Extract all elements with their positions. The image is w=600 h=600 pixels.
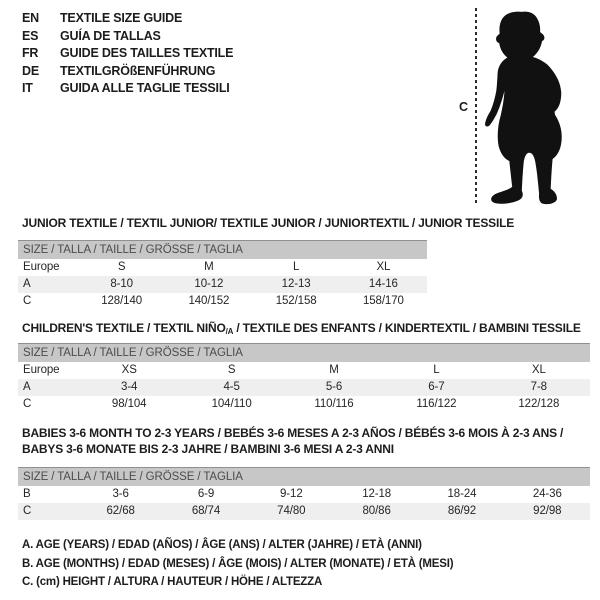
guide-title: TEXTILE SIZE GUIDE	[60, 11, 183, 25]
table-row	[18, 503, 590, 520]
height-cell: 74/80	[277, 505, 306, 517]
height-cell: 98/104	[111, 398, 147, 410]
guide-title: TEXTILGRÖßENFÜHRUNG	[60, 63, 216, 78]
babies-title-line2: BABYS 3-6 MONATE BIS 2-3 JAHRE / BAMBINI 3-6 MESI A 2-3 ANNI	[22, 442, 394, 456]
height-cell: 62/68	[106, 505, 135, 517]
babies-title-line1: BABIES 3-6 MONTH TO 2-3 YEARS / BEBÉS 3-6 MESES A 2-3 AÑOS / BÉBÉS 3-6 MOIS À 2-3 ANS /	[22, 426, 564, 440]
height-cell: 122/128	[518, 398, 560, 410]
language-row	[22, 45, 233, 63]
age-cell: 3-6	[112, 488, 129, 500]
age-cell: 4-5	[223, 381, 240, 393]
language-row	[22, 63, 233, 81]
age-cell: 10-12	[194, 278, 224, 290]
language-code: DE	[22, 63, 39, 78]
height-cell: 68/74	[191, 505, 221, 517]
row-label: A	[23, 278, 31, 290]
table-row	[18, 379, 590, 396]
measurement-legend	[22, 536, 453, 592]
table-row	[18, 276, 427, 293]
babies-table-title	[22, 425, 563, 457]
height-measure-dashed-line	[475, 8, 477, 206]
children-table-title	[22, 320, 581, 340]
junior-size-table	[18, 240, 427, 310]
size-cell: XL	[531, 364, 546, 376]
row-label: B	[23, 488, 31, 500]
baby-silhouette-icon	[482, 8, 577, 210]
age-cell: 8-10	[110, 278, 133, 290]
age-cell: 6-7	[428, 381, 445, 393]
language-row	[22, 10, 233, 28]
size-cell: S	[117, 261, 126, 273]
junior-table-title: JUNIOR TEXTILE / TEXTIL JUNIOR/ TEXTILE JUNIOR / JUNIORTEXTIL / JUNIOR TESSILE	[22, 216, 515, 230]
row-label: C	[23, 398, 32, 410]
height-cell: 86/92	[447, 505, 477, 517]
age-cell: 5-6	[325, 381, 343, 393]
row-label: Europe	[23, 364, 60, 376]
height-cell: 152/158	[275, 295, 317, 307]
row-label: C	[23, 295, 32, 307]
guide-title: GUÍA DE TALLAS	[60, 28, 161, 43]
children-title-post: / TEXTILE DES ENFANTS / KINDERTEXTIL / BAMBINI TESSILE	[233, 321, 581, 335]
row-label: Europe	[23, 261, 60, 273]
height-cell: 128/140	[101, 295, 143, 307]
size-cell: M	[329, 364, 339, 376]
height-cell: 140/152	[188, 295, 230, 307]
height-cell: 92/98	[533, 505, 562, 517]
age-cell: 12-18	[362, 488, 392, 500]
children-title-subscript: /A	[225, 327, 234, 336]
row-label: A	[23, 381, 31, 393]
language-code: IT	[22, 81, 33, 95]
age-cell: 18-24	[447, 488, 477, 500]
table-row	[18, 362, 590, 379]
size-cell: S	[227, 364, 236, 376]
guide-title: GUIDA ALLE TAGLIE TESSILI	[60, 81, 230, 95]
height-cell: 116/122	[416, 398, 457, 410]
language-code: EN	[22, 11, 39, 25]
age-cell: 9-12	[280, 488, 303, 500]
age-cell: 14-16	[368, 278, 398, 290]
table-row	[18, 259, 427, 276]
height-measure-label: C	[459, 100, 469, 114]
height-cell: 80/86	[362, 505, 391, 517]
size-header-band: SIZE / TALLA / TAILLE / GRÖSSE / TAGLIA	[18, 343, 590, 362]
language-title-list	[22, 10, 233, 98]
legend-age-months: B. AGE (MONTHS) / EDAD (MESES) / ÂGE (MOIS) / ALTER (MONATE) / ETÀ (MESI)	[22, 557, 454, 570]
table-row	[18, 486, 590, 503]
size-cell: XL	[376, 261, 391, 273]
children-size-table	[18, 343, 590, 413]
size-cell: L	[433, 364, 440, 376]
age-cell: 6-9	[197, 488, 215, 500]
guide-title: GUIDE DES TAILLES TEXTILE	[60, 46, 234, 60]
age-cell: 24-36	[532, 488, 562, 500]
height-cell: 158/170	[362, 295, 404, 307]
language-code: FR	[22, 46, 39, 60]
legend-age-years: A. AGE (YEARS) / EDAD (AÑOS) / ÂGE (ANS) / ALTER (JAHRE) / ETÀ (ANNI)	[22, 539, 422, 551]
size-header-band: SIZE / TALLA / TAILLE / GRÖSSE / TAGLIA	[18, 467, 590, 486]
legend-height-cm: C. (cm) HEIGHT / ALTURA / HAUTEUR / HÖHE / ALTEZZA	[22, 576, 323, 588]
table-row	[18, 396, 590, 413]
babies-size-table	[18, 467, 590, 520]
row-label: C	[23, 505, 32, 517]
height-cell: 110/116	[314, 398, 354, 410]
language-code: ES	[22, 28, 39, 43]
children-title-pre: CHILDREN'S TEXTILE / TEXTIL NIÑO	[22, 321, 226, 335]
size-cell: XS	[121, 364, 137, 376]
height-cell: 104/110	[211, 398, 252, 410]
age-cell: 3-4	[121, 381, 138, 393]
table-row	[18, 293, 427, 310]
language-row	[22, 80, 233, 98]
age-cell: 7-8	[530, 381, 547, 393]
size-cell: M	[204, 261, 214, 273]
size-header-band: SIZE / TALLA / TAILLE / GRÖSSE / TAGLIA	[18, 240, 427, 259]
language-row	[22, 28, 233, 46]
size-cell: L	[292, 261, 300, 273]
age-cell: 12-13	[281, 278, 311, 290]
